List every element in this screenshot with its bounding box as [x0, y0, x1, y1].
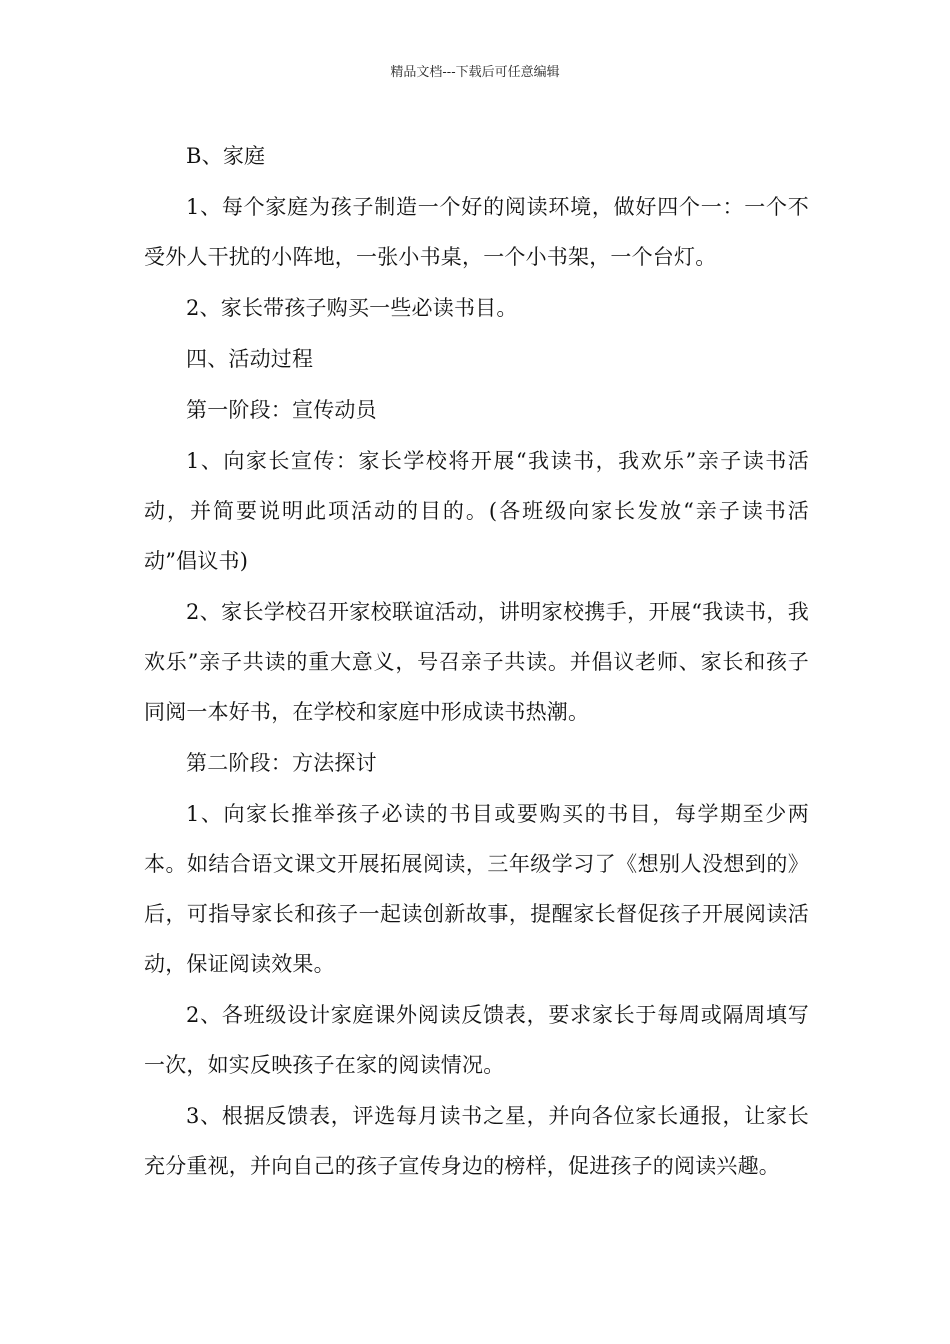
- document-body: [144, 131, 809, 1192]
- section-heading-family: B、家庭: [186, 144, 266, 168]
- section-heading-activity-process: 四、活动过程: [186, 347, 314, 371]
- paragraph-buy-books: 2、家长带孩子购买一些必读书目。: [186, 296, 518, 320]
- page-header: 精品文档---下载后可任意编辑: [390, 65, 560, 80]
- stage-heading-one: 第一阶段：宣传动员: [186, 398, 377, 422]
- paragraph-home-school-event: 2、家长学校召开家校联谊活动，讲明家校携手，开展“我读书，我欢乐”亲子共读的重大意义，号召亲子共读。并倡议老师、家长和孩子同阅一本好书，在学校和家庭中形成读书热潮。: [144, 600, 809, 724]
- paragraph-recommend-books: 1、向家长推举孩子必读的书目或要购买的书目，每学期至少两本。如结合语文课文开展拓展阅读，三年级学习了《想别人没想到的》后，可指导家长和孩子一起读创新故事，提醒家长督促孩子开展阅读活动，保证阅读效果。: [144, 802, 809, 976]
- stage-heading-two: 第二阶段：方法探讨: [186, 751, 377, 775]
- paragraph-reading-star: 3、根据反馈表，评选每月读书之星，并向各位家长通报，让家长充分重视，并向自己的孩子宣传身边的榜样，促进孩子的阅读兴趣。: [144, 1104, 809, 1178]
- paragraph-reading-environment: 1、每个家庭为孩子制造一个好的阅读环境，做好四个一：一个不受外人干扰的小阵地，一张小书桌，一个小书架，一个台灯。: [144, 195, 809, 269]
- paragraph-feedback-form: 2、各班级设计家庭课外阅读反馈表，要求家长于每周或隔周填写一次，如实反映孩子在家的阅读情况。: [144, 1003, 809, 1077]
- paragraph-publicity: 1、向家长宣传：家长学校将开展“我读书，我欢乐”亲子读书活动，并简要说明此项活动的目的。(各班级向家长发放“亲子读书活动”倡议书): [144, 449, 809, 573]
